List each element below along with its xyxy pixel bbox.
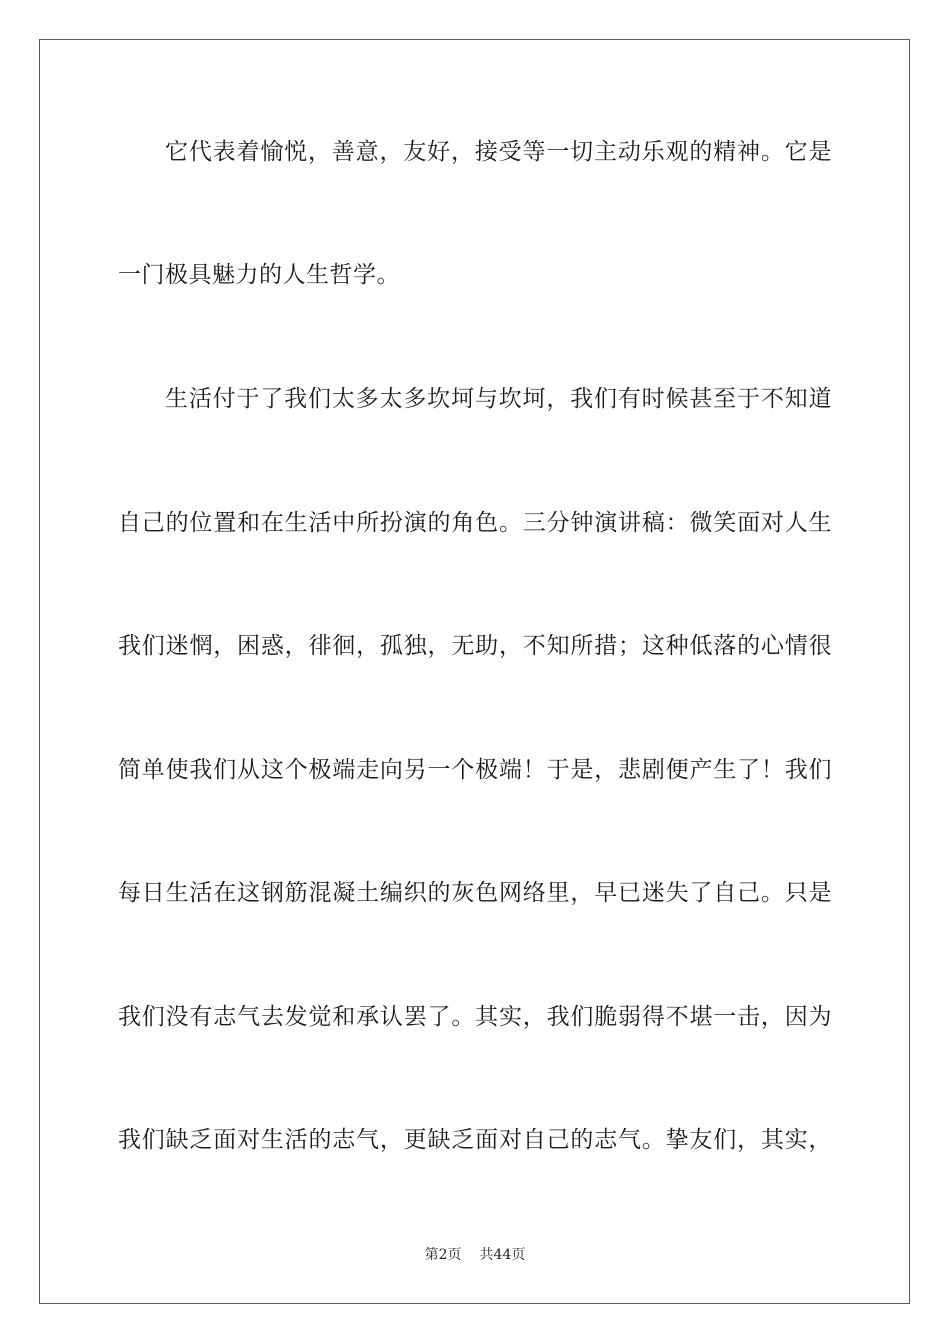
paragraph-2-line-4: 简单使我们从这个极端走向另一个极端！于是，悲剧便产生了！我们 — [118, 757, 832, 783]
paragraph-1-line-2: 一门极具魅力的人生哲学。 — [118, 262, 400, 288]
page-border — [39, 39, 910, 1304]
paragraph-2-line-5: 每日生活在这钢筋混凝土编织的灰色网络里，早已迷失了自己。只是 — [118, 880, 832, 906]
paragraph-2-line-6: 我们没有志气去发觉和承认罢了。其实，我们脆弱得不堪一击，因为 — [118, 1004, 832, 1030]
paragraph-2-line-7: 我们缺乏面对生活的志气，更缺乏面对自己的志气。挚友们，其实， — [118, 1127, 832, 1153]
paragraph-2-line-2: 自己的位置和在生活中所扮演的角色。三分钟演讲稿：微笑面对人生 — [118, 510, 832, 536]
paragraph-2-line-3: 我们迷惘，困惑，徘徊，孤独，无助，不知所措；这种低落的心情很 — [118, 633, 832, 659]
page-total: 共44页 — [479, 1247, 526, 1263]
page-footer — [0, 1246, 950, 1264]
page-number: 第2页 — [424, 1247, 462, 1263]
paragraph-1-line-1: 它代表着愉悦，善意，友好，接受等一切主动乐观的精神。它是 — [165, 139, 832, 165]
paragraph-2-line-1: 生活付于了我们太多太多坎坷与坎坷，我们有时候甚至于不知道 — [165, 386, 832, 412]
